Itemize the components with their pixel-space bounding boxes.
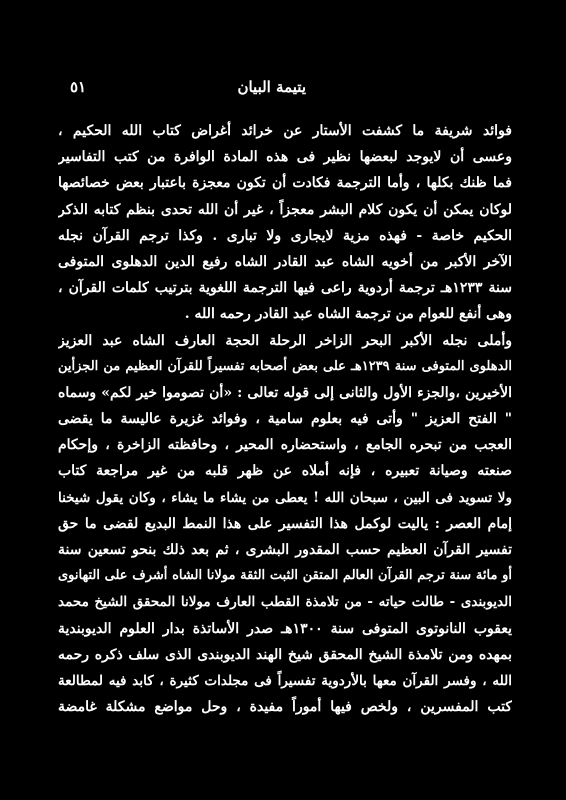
text-line: " الفتح العزيز " وأتى فيه بعلوم سامية ، وفوائد غزيرة عاليسة ما يقضى <box>58 411 512 428</box>
text-line: الديوبندى - طالت حياته - من تلامذة القطب العارف مولانا المحقق الشيخ محمد <box>58 594 512 611</box>
text-line: بمهده ومن تلامذة الشيخ المحقق شيخ الهند الديوبندى الذى سلف ذكره رحمه <box>58 646 512 663</box>
text-line: وعسى أن لايوجد لبعضها نظير فى هذه المادة الوافرة من كتب التفاسير <box>58 149 512 166</box>
running-title: يتيمة البيان <box>237 78 306 96</box>
text-line: إمام العصر : ياليت لوكمل هذا التفسير على هذا النمط البديع لقضى ما حق <box>58 515 512 532</box>
text-line: لوكان يمكن أن يكون كلام البشر معجزاً ، غير أن الله تحدى بنظم كتابه الذكر <box>58 201 512 218</box>
text-line: أو مائة سنة ترجم القرآن العالم المتقن الثبت الثقة مولانا الشاه أشرف على التهانوى <box>58 568 512 584</box>
text-line: فوائد شريفة ما كشفت الأستار عن خرائد أغراض كتاب الله الحكيم ، <box>58 123 512 139</box>
text-line: العجب من تبحره الجامع ، واستحضاره المحير ، وحافظته الزاخرة ، وإحكام <box>58 437 512 454</box>
text-line: الله ، وفسر القرآن معها بالأردوية تفسيراً فى مجلدات كثيرة ، كابد فيه لمطالعة <box>58 672 512 689</box>
text-line: الدهلوى المتوفى سنة ١٢٣٩هـ على بعض أصحابه تفسيراً للقرآن العظيم من الجزأين <box>58 358 512 374</box>
body-text <box>58 118 512 720</box>
text-line: الحكيم خاصة - فهذه مزية لايجارى ولا تبارى . وكذا ترجم القرآن نجله <box>58 227 512 244</box>
text-line: وهى أنفع للعوام من ترجمة الشاه عبد القادر رحمه الله . <box>184 306 512 323</box>
text-line: الآخر الأكبر من أخويه الشاه عبد القادر الشاه رفيع الدين الدهلوى المتوفى <box>58 253 512 270</box>
page-number: ٥١ <box>70 78 87 96</box>
text-line: الأخيرين ،والجزء الأول والثانى إلى قوله تعالى : «أن تصوموا خير لكم» وسماه <box>58 384 512 401</box>
text-line: صنعته وصيانة تعبيره ، فإنه أملاه عن ظهر قلبه من غير مراجعة كتاب <box>58 463 512 480</box>
text-line: سنة ١٢٣٣هـ ترجمة أردوية راعى فيها الترجمة اللغوية بترتيب كلمات القرآن ، <box>58 280 512 297</box>
text-line: ولا تسويد فى البين ، سبحان الله ! يعطى من يشاء ما يشاء ، وكان يقول شيخنا <box>58 489 512 506</box>
text-line: وأملى نجله الأكبر البحر الزاخر الرحلة الحجة العارف الشاه عبد العزيز <box>58 332 512 349</box>
text-line: فما ظنك بكلها ، وأما الترجمة فكادت أن تكون معجزة باعتبار بعض خصائصها <box>58 175 512 192</box>
text-line: يعقوب النانوتوى المتوفى سنة ١٣٠٠هـ صدر الأساتذة بدار العلوم الديوبندية <box>58 620 512 637</box>
text-line: تفسير القرآن العظيم حسب المقدور البشرى ، ثم بعد ذلك بنحو تسعين سنة <box>58 542 512 558</box>
text-line: كتب المفسرين ، ولخص فيها أموراً مفيدة ، وحل مواضع مشكلة غامضة <box>58 699 512 716</box>
page-header <box>60 78 506 102</box>
